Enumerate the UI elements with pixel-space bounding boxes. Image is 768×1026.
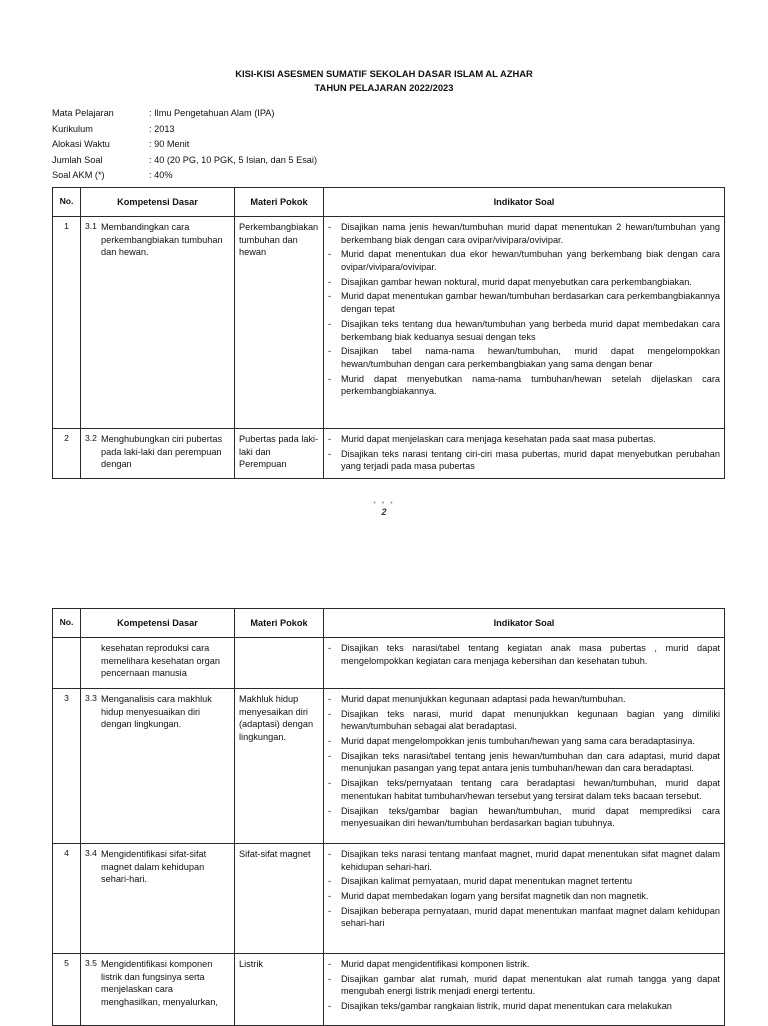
indicator-text: Disajikan gambar hewan noktural, murid dapat menyebutkan cara perkembangbiakan.	[341, 276, 692, 287]
materi-pokok: Perkembangbiakan tumbuhan dan hewan	[235, 217, 324, 429]
indicator-item	[328, 448, 720, 473]
indicator-text: Murid dapat menentukan gambar hewan/tumbuhan berdasarkan cara perkembangbiakannya dengan tepat	[341, 291, 720, 315]
kd-code: 3.1	[85, 221, 97, 231]
bullet-dash: -	[328, 434, 332, 444]
indicator-text: Disajikan teks narasi/tabel tentang jenis hewan/tumbuhan dan cara adaptasi, murid dapat menunjukan pasangan yang tepat antara jenis tumbuhan/hewan dan cara beradaptasi.	[341, 750, 720, 774]
indikator-soal-cell	[324, 689, 725, 844]
row-number	[53, 638, 81, 689]
header-no: No.	[53, 188, 81, 217]
bullet-dash: -	[328, 876, 332, 887]
row-number: 4	[53, 844, 81, 954]
indicator-item	[328, 693, 720, 706]
header-kompetensi-dasar: Kompetensi Dasar	[81, 609, 235, 638]
indicator-table-page-2	[52, 608, 725, 1026]
indikator-soal-cell	[324, 844, 725, 954]
indicator-item	[328, 276, 720, 289]
table-header-row	[53, 609, 725, 638]
bullet-dash: -	[328, 346, 332, 357]
materi-pokok: Sifat-sifat magnet	[235, 844, 324, 954]
bullet-dash: -	[328, 750, 332, 761]
indicator-item	[328, 777, 720, 802]
indicator-text: Disajikan teks/pernyataan tentang cara beradaptasi hewan/tumbuhan, murid dapat menentukan habitat tumbuhan/hewan tersebut yang tersirat dalam teks bacaan tersebut.	[341, 778, 720, 801]
indicator-item	[328, 248, 720, 273]
meta-value: : 40 (20 PG, 10 PGK, 5 Isian, dan 5 Esai)	[149, 154, 318, 165]
indicator-list	[328, 221, 720, 398]
bullet-dash: -	[328, 849, 332, 859]
bullet-dash: -	[328, 276, 332, 287]
kompetensi-dasar-cell	[81, 954, 235, 1026]
meta-row-questions	[52, 154, 317, 170]
indicator-item	[328, 875, 720, 888]
indicator-text: Disajikan teks/gambar rangkaian listrik, murid dapat menentukan cara melakukan	[341, 1001, 672, 1012]
indicator-item	[328, 345, 720, 370]
indicator-item	[328, 1000, 720, 1013]
indicator-item	[328, 958, 720, 971]
meta-label: Kurikulum	[52, 123, 93, 134]
indicator-item	[328, 318, 720, 343]
bullet-dash: -	[328, 805, 332, 816]
indicator-text: Murid dapat menyebutkan nama-nama tumbuhan/hewan setelah dijelaskan cara perkembangbiakannya.	[341, 373, 720, 397]
header-kompetensi-dasar: Kompetensi Dasar	[81, 188, 235, 217]
indicator-text: Murid dapat menunjukkan kegunaan adaptasi pada hewan/tumbuhan.	[341, 694, 626, 704]
materi-pokok: Listrik	[235, 954, 324, 1026]
indikator-soal-cell	[324, 429, 725, 479]
indicator-item	[328, 373, 720, 398]
indicator-item	[328, 642, 720, 667]
meta-row-subject	[52, 107, 317, 123]
bullet-dash: -	[328, 694, 332, 704]
meta-value: : 2013	[149, 123, 175, 134]
page-separator-dots: • • •	[373, 500, 395, 507]
bullet-dash: -	[328, 708, 332, 719]
kompetensi-dasar	[85, 642, 230, 680]
indicator-item	[328, 805, 720, 830]
bullet-dash: -	[328, 891, 332, 902]
materi-pokok: Makhluk hidup menyesaikan diri (adaptasi) dengan lingkungan.	[235, 689, 324, 844]
indikator-soal-cell	[324, 954, 725, 1026]
bullet-dash: -	[328, 973, 332, 984]
row-number: 3	[53, 689, 81, 844]
header-no: No.	[53, 609, 81, 638]
indicator-item	[328, 750, 720, 775]
kompetensi-dasar-cell	[81, 689, 235, 844]
indicator-text: Murid dapat menentukan dua ekor hewan/tumbuhan yang berkembang biak dengan cara ovipar/vivipara/ovivipar.	[341, 249, 720, 273]
materi-pokok: Pubertas pada laki-laki dan Perempuan	[235, 429, 324, 479]
indikator-soal-cell	[324, 638, 725, 689]
indicator-text: Disajikan teks/gambar bagian hewan/tumbuhan, murid dapat memprediksi cara menyesuaikan diri hewan/tumbuhan berdasarkan bagian tubuhnya.	[341, 805, 720, 829]
bullet-dash: -	[328, 905, 332, 916]
meta-row-curriculum	[52, 123, 317, 139]
kompetensi-dasar-cell	[81, 217, 235, 429]
kd-text: kesehatan reproduksi cara memelihara kesehatan organ pencernaan manusia	[101, 643, 220, 679]
indicator-text: Murid dapat mengelompokkan jenis tumbuhan/hewan yang sama cara beradaptasinya.	[341, 736, 695, 747]
indicator-text: Murid dapat mengidentifikasi komponen listrik.	[341, 959, 530, 969]
indicator-item	[328, 708, 720, 733]
indicator-text: Disajikan teks narasi/tabel tentang kegiatan anak masa pubertas , murid dapat mengelompokkan kegiatan cara menjaga kebersihan dan kesehatan tubuh.	[341, 643, 720, 666]
indicator-text: Disajikan teks tentang dua hewan/tumbuhan yang berbeda murid dapat membedakan cara berkembang biak keduanya sesuai dengan teks	[341, 318, 720, 342]
kd-text: Menganalisis cara makhluk hidup menyesuaikan diri dengan lingkungan.	[101, 694, 212, 730]
indicator-item	[328, 433, 720, 446]
kd-code: 3.2	[85, 433, 97, 443]
bullet-dash: -	[328, 318, 332, 329]
bullet-dash: -	[328, 959, 332, 969]
header-materi-pokok: Materi Pokok	[235, 188, 324, 217]
bullet-dash: -	[328, 778, 332, 789]
meta-value: : 40%	[149, 170, 173, 181]
meta-row-akm	[52, 169, 317, 185]
indicator-list	[328, 848, 720, 930]
kd-code: 3.4	[85, 848, 97, 858]
indicator-text: Disajikan teks narasi tentang manfaat magnet, murid dapat menentukan sifat magnet dalam kehidupan sehari-hari.	[341, 849, 720, 872]
table-row	[53, 844, 725, 954]
row-number: 1	[53, 217, 81, 429]
bullet-dash: -	[328, 1001, 332, 1012]
indicator-item	[328, 973, 720, 998]
kompetensi-dasar	[85, 221, 230, 259]
indicator-text: Murid dapat membedakan logam yang bersifat magnetik dan non magnetik.	[341, 891, 649, 902]
meta-label: Soal AKM (*)	[52, 170, 105, 181]
kompetensi-dasar-cell	[81, 844, 235, 954]
table-row	[53, 429, 725, 479]
page-number: 2	[381, 507, 387, 517]
indicator-text: Disajikan teks narasi, murid dapat menunjukkan kegunaan bagian yang dimiliki hewan/tumbuhan sebagai alat beradaptasi.	[341, 708, 720, 732]
bullet-dash: -	[328, 291, 332, 302]
indicator-text: Murid dapat menjelaskan cara menjaga kesehatan pada saat masa pubertas.	[341, 434, 656, 444]
indicator-table-page-1	[52, 187, 725, 479]
kd-text: Mengidentifikasi sifat-sifat magnet dalam kehidupan sehari-hari.	[101, 849, 207, 885]
kompetensi-dasar	[85, 848, 230, 886]
indicator-text: Disajikan beberapa pernyataan, murid dapat menentukan manfaat magnet dalam kehidupan sehari-hari	[341, 905, 720, 929]
table-row	[53, 217, 725, 429]
indicator-list	[328, 958, 720, 1013]
document-title-line-1: KISI-KISI ASESMEN SUMATIF SEKOLAH DASAR ISLAM AL AZHAR	[235, 68, 533, 79]
meta-value: : Ilmu Pengetahuan Alam (IPA)	[149, 108, 275, 118]
indicator-item	[328, 848, 720, 873]
document-title-line-2: TAHUN PELAJARAN 2022/2023	[314, 82, 454, 93]
meta-label: Alokasi Waktu	[52, 139, 110, 150]
document-meta	[52, 107, 317, 185]
bullet-dash: -	[328, 249, 332, 260]
indicator-item	[328, 890, 720, 903]
indikator-soal-cell	[324, 217, 725, 429]
meta-label: Mata Pelajaran	[52, 108, 114, 118]
indicator-text: Disajikan gambar alat rumah, murid dapat menentukan alat rumah tangga yang dapat mengubah energi listrik menjadi energi tertentu.	[341, 973, 720, 997]
header-indikator-soal: Indikator Soal	[324, 188, 725, 217]
indicator-text: Disajikan teks narasi tentang ciri-ciri masa pubertas, murid dapat menyebutkan perubahan yang terjadi pada masa pubertas	[341, 448, 720, 472]
bullet-dash: -	[328, 222, 332, 232]
kd-text: Membandingkan cara perkembangbiakan tumbuhan dan hewan.	[101, 222, 223, 258]
kd-text: Menghubungkan ciri pubertas pada laki-laki dan perempuan dengan	[101, 434, 223, 470]
table-row	[53, 638, 725, 689]
kd-code: 3.5	[85, 958, 97, 968]
indicator-text: Disajikan kalimat pernyataan, murid dapat menentukan magnet tertentu	[341, 876, 633, 887]
kompetensi-dasar-cell	[81, 429, 235, 479]
row-number: 5	[53, 954, 81, 1026]
table-header-row	[53, 188, 725, 217]
header-materi-pokok: Materi Pokok	[235, 609, 324, 638]
table-row	[53, 954, 725, 1026]
row-number: 2	[53, 429, 81, 479]
bullet-dash: -	[328, 373, 332, 384]
kompetensi-dasar	[85, 433, 230, 471]
kd-text: Mengidentifikasi komponen listrik dan fungsinya serta menjelaskan cara menghasilkan, menyalurkan,	[101, 959, 218, 1008]
materi-pokok	[235, 638, 324, 689]
indicator-item	[328, 735, 720, 748]
indicator-text: Disajikan nama jenis hewan/tumbuhan murid dapat menentukan 2 hewan/tumbuhan yang berkembang biak dengan cara ovipar/vivipara/ovivipar.	[341, 222, 720, 245]
indicator-text: Disajikan tabel nama-nama hewan/tumbuhan, murid dapat mengelompokkan hewan/tumbuhan dengan cara perkembangbiakan yang sama dengan benar	[341, 346, 720, 369]
header-indikator-soal: Indikator Soal	[324, 609, 725, 638]
kompetensi-dasar	[85, 958, 230, 1009]
indicator-list	[328, 433, 720, 473]
table-row	[53, 689, 725, 844]
indicator-item	[328, 221, 720, 246]
meta-label: Jumlah Soal	[52, 154, 103, 165]
kd-code: 3.3	[85, 693, 97, 703]
indicator-list	[328, 642, 720, 667]
bullet-dash: -	[328, 736, 332, 747]
indicator-item	[328, 290, 720, 315]
meta-value: : 90 Menit	[149, 139, 190, 150]
bullet-dash: -	[328, 448, 332, 459]
kd-code	[85, 642, 101, 680]
indicator-list	[328, 693, 720, 830]
meta-row-time	[52, 138, 317, 154]
indicator-item	[328, 905, 720, 930]
kompetensi-dasar	[85, 693, 230, 731]
kompetensi-dasar-cell	[81, 638, 235, 689]
bullet-dash: -	[328, 643, 332, 653]
